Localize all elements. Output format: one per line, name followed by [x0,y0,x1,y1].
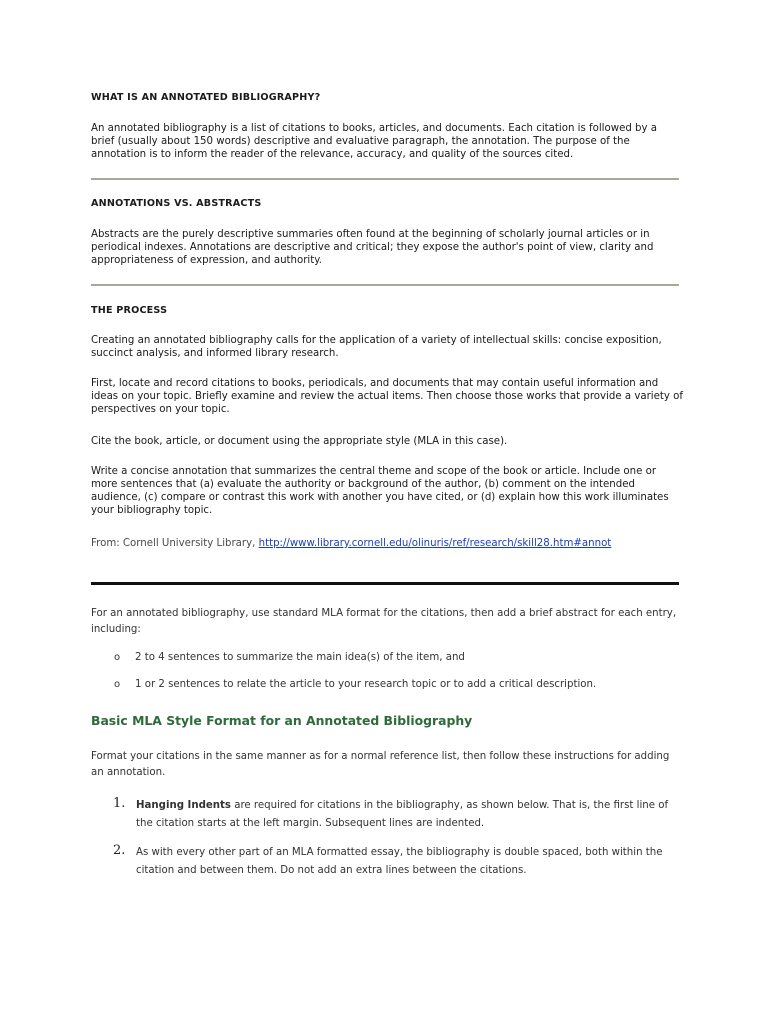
paragraph-what-is: An annotated bibliography is a list of citations to books, articles, and documents. Each citation is followed by a brief (usually about 150 words) descriptive and evaluative paragraph, the annotation. The purpose of the annotation is to inform the reader of the relevance, accuracy, and quality of the sources cited. [91,123,658,160]
paragraph-process-2: First, locate and record citations to books, periodicals, and documents that may contain useful information and ideas on your topic. Briefly examine and review the actual items. Then choose those works that provide a variety of perspectives on your topic. [91,378,683,415]
section-divider [91,178,679,180]
source-link[interactable]: http://www.library.cornell.edu/olinuris/ref/research/skill28.htm#annot [258,538,612,549]
format-intro: Format your citations in the same manner as for a normal reference list, then follow these instructions for adding an annotation. [91,751,670,778]
paragraph-annotations-vs-abstracts: Abstracts are the purely descriptive summaries often found at the beginning of scholarly journal articles or in periodical indexes. Annotations are descriptive and critical; they expose the author's point of view, clarity and appropriateness of expression, and authority. [91,229,654,266]
section-divider-thick [91,582,679,585]
heading-what-is: WHAT IS AN ANNOTATED BIBLIOGRAPHY? [91,92,321,103]
step-bold: Hanging Indents [136,800,231,811]
mla-format-heading: Basic MLA Style Format for an Annotated Bibliography [91,713,473,728]
paragraph-process-4: Write a concise annotation that summarizes the central theme and scope of the book or article. Include one or more sentences that (a) evaluate the authority or background of the author, (b) comment on the intended audience, (c) compare or contrast this work with another you have cited, or (d) explain how this work illuminates your bibliography topic. [91,466,669,516]
bullet-marker: o [114,652,121,663]
step-body: are required for citations in the bibliography, as shown below. That is, the first line of the citation starts at the left margin. Subsequent lines are indented. [136,800,669,829]
section-divider [91,284,679,286]
bullet-marker: o [114,679,121,690]
source-prefix: From: Cornell University Library, [91,538,259,549]
paragraph-process-1: Creating an annotated bibliography calls for the application of a variety of intellectual skills: concise exposition, succinct analysis, and informed library research. [91,335,662,359]
heading-annotations-vs-abstracts: ANNOTATIONS VS. ABSTRACTS [91,198,262,209]
paragraph-process-3: Cite the book, article, or document using the appropriate style (MLA in this case). [91,436,508,447]
mla-intro: For an annotated bibliography, use standard MLA format for the citations, then add a brief abstract for each entry, including: [91,608,677,635]
bullet-item: 1 or 2 sentences to relate the article to your research topic or to add a critical description. [135,679,597,690]
step-text [136,797,681,832]
step-text: As with every other part of an MLA formatted essay, the bibliography is double spaced, both within the citation and between them. Do not add an extra lines between the citations. [136,847,663,876]
step-number: 2. [113,843,126,858]
source-citation [91,537,683,550]
step-number: 1. [113,796,126,811]
bullet-item: 2 to 4 sentences to summarize the main idea(s) of the item, and [135,652,465,663]
heading-process: THE PROCESS [91,305,168,316]
